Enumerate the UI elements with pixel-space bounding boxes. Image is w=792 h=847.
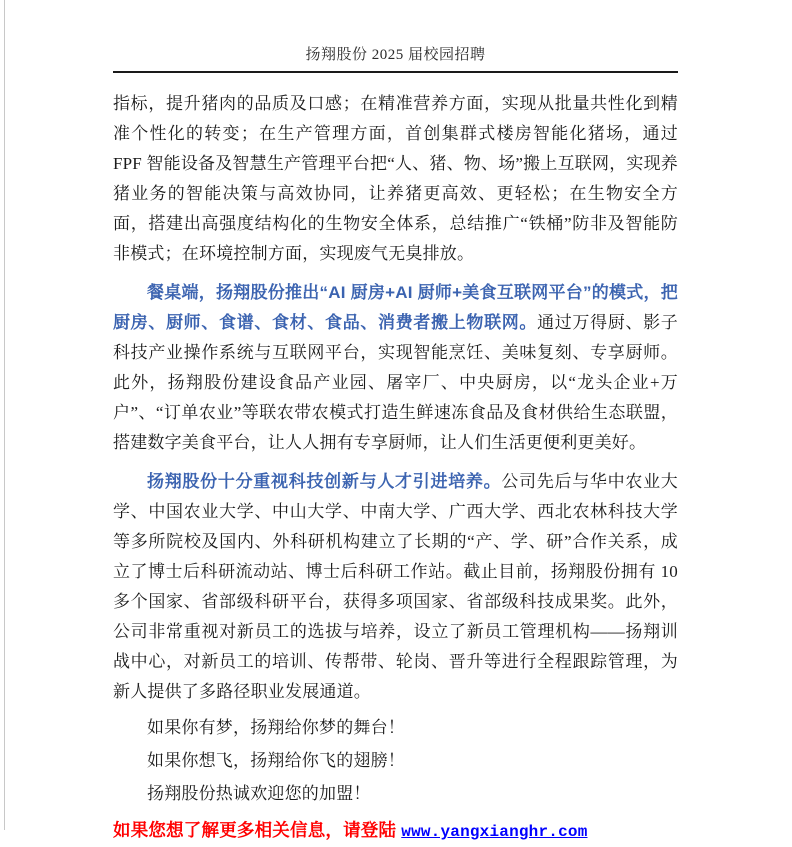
- paragraph-dining: [113, 278, 678, 458]
- slogan-dream: [113, 713, 678, 743]
- page-edge-line: [4, 0, 5, 830]
- paragraph-talent: [113, 467, 678, 707]
- document-content: [113, 0, 678, 847]
- emphasis-lead-dining: 餐桌端，扬翔股份推出“AI 厨房+AI 厨师+美食互联网平台”的模式，把厨房、厨师、食谱、食材、食品、消费者搬上物联网。: [113, 283, 678, 332]
- slogan-text: 如果你有梦，扬翔给你梦的舞台！: [147, 718, 405, 737]
- document-body: [113, 89, 678, 847]
- page-header: [113, 0, 678, 73]
- paragraph-text: 公司先后与华中农业大学、中国农业大学、中山大学、中南大学、广西大学、西北农林科技大学等多所院校及国内、外科研机构建立了长期的“产、学、研”合作关系，成立了博士后科研流动站、博士后科研工作站。截止目前，扬翔股份拥有 10 多个国家、省部级科研平台，获得多项国家、省部级科技成果奖。此外，公司非常重视对新员工的选拔与培养，设立了新员工管理机构——扬翔训战中心，对新员工的培训、传帮带、轮岗、晋升等进行全程跟踪管理，为新人提供了多路径职业发展通道。: [113, 472, 678, 701]
- header-title: 扬翔股份 2025 届校园招聘: [305, 47, 486, 63]
- paragraph-text: 指标，提升猪肉的品质及口感；在精准营养方面，实现从批量共性化到精准个性化的转变；在生产管理方面，首创集群式楼房智能化猪场，通过 FPF 智能设备及智慧生产管理平台把“人、猪、物、场”搬上互联网，实现养猪业务的智能决策与高效协同，让养猪更高效、更轻松；在生物安全方面，搭建出高强度结构化的生物安全体系，总结推广“铁桶”防非及智能防非模式；在环境控制方面，实现废气无臭排放。: [113, 94, 678, 263]
- slogan-text: 扬翔股份热诚欢迎您的加盟！: [147, 784, 371, 803]
- paragraph-text: 通过万得厨、影子科技产业操作系统与互联网平台，实现智能烹饪、美味复刻、专享厨师。此外，扬翔股份建设食品产业园、屠宰厂、中央厨房，以“龙头企业+万户”、“订单农业”等联农带农模式打造生鲜速冻食品及食材供给生态联盟，搭建数字美食平台，让人人拥有专享厨师，让人们生活更便利更美好。: [113, 313, 678, 452]
- website-link[interactable]: www.yangxianghr.com: [401, 823, 588, 841]
- slogan-welcome: [113, 779, 678, 809]
- cta-text: 如果您想了解更多相关信息，请登陆: [113, 820, 402, 840]
- slogan-fly: [113, 746, 678, 776]
- emphasis-lead-talent: 扬翔股份十分重视科技创新与人才引进培养。: [147, 472, 502, 491]
- paragraph-pig-industry: [113, 89, 678, 269]
- cta-line: [113, 815, 678, 847]
- slogan-text: 如果你想飞，扬翔给你飞的翅膀！: [147, 751, 405, 770]
